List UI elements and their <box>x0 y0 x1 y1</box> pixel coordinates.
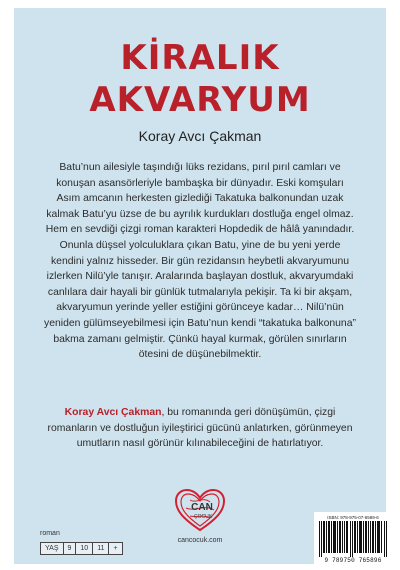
about-author-name: Koray Avcı Çakman <box>64 407 162 418</box>
age-plus: + <box>109 543 121 554</box>
publisher-website: cancocuk.com <box>177 537 223 544</box>
title-line-1: KİRALIK <box>120 38 280 78</box>
age-label: YAŞ <box>41 543 64 554</box>
about-author-description: , bu romanında geri dönüşümün, çizgi romanların ve dostluğun iyileştirici gücünü anlatırken, görünmeyen umutların nasıl görünür kılınabileceğini de hatırlatıyor. <box>47 407 353 450</box>
barcode-box <box>314 512 392 570</box>
isbn-text: ISBN: 978-975-07-6589-6 <box>327 515 379 520</box>
age-10: 10 <box>76 543 93 554</box>
blurb-text: Batu’nun ailesiyle taşındığı lüks rezidans, pırıl pırıl camları ve konuşan asansörleriyle bambaşka bir dünyadır. Eski komşuları Asım amcanın herkesten gizlediği Takatuka balkonundan uzak kalmak Batu’yu üzse de bu ayrılık kurdukları dostluğa engel olmaz. Hem en sevdiği çizgi roman karakteri Hopdedik de hâlâ yanındadır. Onunla düşsel yolculuklara çıkan Batu, yine de bu yeni yerde kendini yalnız hisseder. Bir gün rezidansın heybetli akvaryumunu izlerken Nilü’yle tanışır. Aralarında başlayan dostluk, akvaryumdaki canlılara dair hayali bir günlük tutmalarıyla pekişir. Ta ki bir akşam, akvaryumun yerinde yeller estiğini görünceye kadar… Nilü’nün yeniden gülümseyebilmesi için Batu’nun kendi “takatuka balkonuna” bakma zamanı gelmiştir. Çünkü hayal kurmak, görülen sınırların ötesini de düşünebilmektir. <box>44 162 356 361</box>
logo-subtext: ÇOCUK <box>193 514 213 520</box>
heart-logo-icon <box>172 486 228 534</box>
title-line-2: AKVARYUM <box>89 80 311 120</box>
barcode-icon <box>317 521 389 557</box>
about-author-text <box>44 405 356 452</box>
book-back-cover <box>14 8 386 564</box>
age-11: 11 <box>93 543 109 554</box>
barcode-digits: 9 789750 765896 <box>324 557 382 564</box>
logo-text: CAN <box>191 502 213 513</box>
genre-label: roman <box>40 530 60 537</box>
publisher-logo <box>172 486 228 534</box>
age-9: 9 <box>64 543 77 554</box>
author-name: Koray Avcı Çakman <box>138 128 262 144</box>
